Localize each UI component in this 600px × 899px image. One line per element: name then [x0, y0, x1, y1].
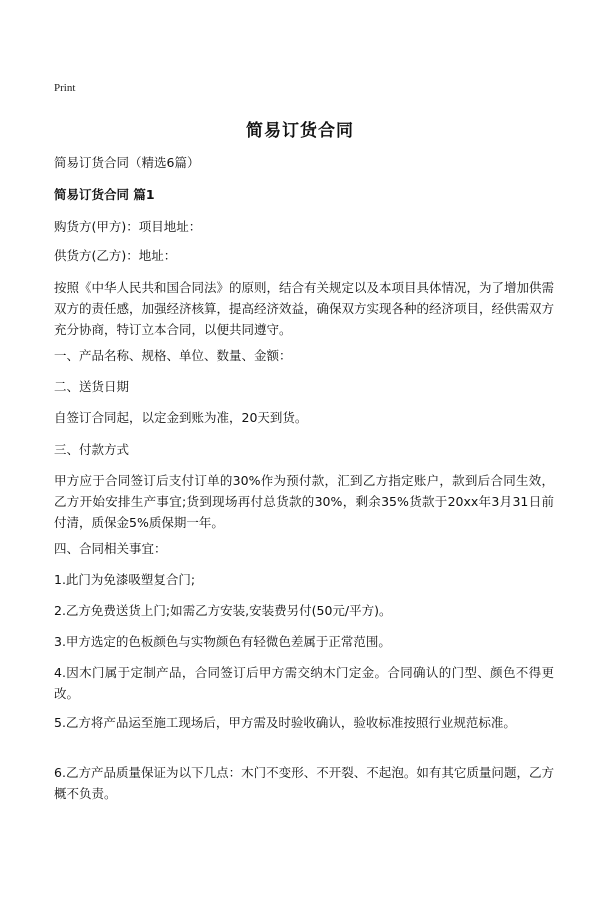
buyer-line: 购货方(甲方)：项目地址： — [54, 219, 202, 234]
document-subtitle: 简易订货合同（精选6篇） — [54, 155, 200, 170]
print-link[interactable]: Print — [54, 82, 76, 94]
clause-1: 1.此门为免漆吸塑复合门; — [54, 572, 196, 587]
item-2-heading: 二、送货日期 — [54, 379, 130, 394]
section-heading: 简易订货合同 篇1 — [54, 187, 155, 202]
intro-paragraph: 按照《中华人民共和国合同法》的原则，结合有关规定以及本项目具体情况，为了增加供需双方的责任感，加强经济核算，提高经济效益，确保双方实现各种的经济项目，经供需双方充分协商，特订立本合同，以便共同遵守。 — [54, 280, 555, 337]
item-1-heading: 一、产品名称、规格、单位、数量、金额： — [54, 348, 292, 363]
clause-5: 5.乙方将产品运至施工现场后，甲方需及时验收确认，验收标准按照行业规范标准。 — [54, 715, 516, 730]
clause-2: 2.乙方免费送货上门;如需乙方安装,安装费另付(50元/平方)。 — [54, 603, 392, 618]
document-title: 简易订货合同 — [246, 121, 354, 141]
clause-3: 3.甲方选定的色板颜色与实物颜色有轻微色差属于正常范围。 — [54, 634, 391, 649]
item-3-heading: 三、付款方式 — [54, 442, 130, 457]
seller-line: 供货方(乙方)：地址： — [54, 248, 177, 263]
item-2-text: 自签订合同起，以定金到账为准，20天到货。 — [54, 410, 308, 425]
item-3-text: 甲方应于合同签订后支付订单的30%作为预付款，汇到乙方指定账户，款到后合同生效，乙方开始安排生产事宜;货到现场再付总货款的30%，剩余35%货款于20xx年3月31日前付清，质保金5%质保期一年。 — [54, 473, 554, 530]
item-4-heading: 四、合同相关事宜： — [54, 541, 167, 556]
clause-4: 4.因木门属于定制产品，合同签订后甲方需交纳木门定金。合同确认的门型、颜色不得更改。 — [54, 665, 554, 701]
clause-6: 6.乙方产品质量保证为以下几点：木门不变形、不开裂、不起泡。如有其它质量问题，乙方概不负责。 — [54, 765, 554, 801]
